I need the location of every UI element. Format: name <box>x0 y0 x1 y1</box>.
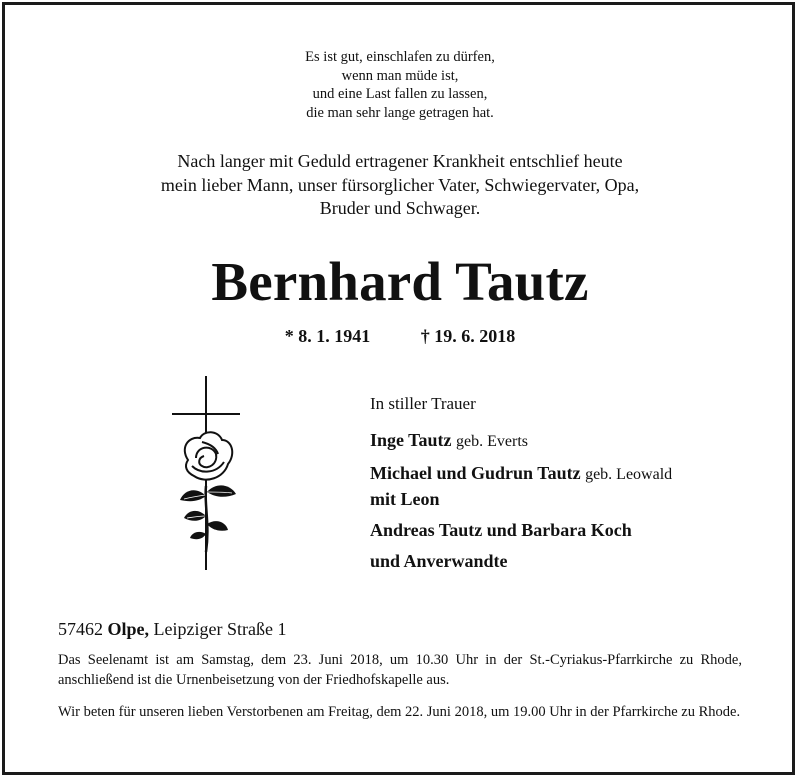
prayer-notice: Wir beten für unseren lieben Verstorbenen am Freitag, dem 22. Juni 2018, um 19.00 Uhr in der Pfarrkirche zu Rhode. <box>58 704 741 720</box>
postal-code: 57462 <box>58 619 103 639</box>
deceased-name: Bernhard Tautz <box>211 251 589 312</box>
family-address <box>58 619 286 640</box>
intro-line: Nach langer mit Geduld ertragener Krankheit entschlief heute <box>177 151 623 171</box>
intro-line: mein lieber Mann, unser fürsorglicher Vater, Schwiegervater, Opa, <box>160 174 640 195</box>
mourner-leon: mit Leon <box>370 489 440 509</box>
mourners-list <box>370 394 672 573</box>
mourning-heading: In stiller Trauer <box>370 394 476 413</box>
poem-line: wenn man müde ist, <box>341 67 459 84</box>
maiden-name: geb. Leowald <box>585 466 673 483</box>
mourner-andreas: Andreas Tautz und Barbara Koch <box>370 520 632 540</box>
mourner-michael <box>370 461 672 487</box>
poem-line: Es ist gut, einschlafen zu dürfen, <box>305 49 495 65</box>
intro-line: Bruder und Schwager. <box>319 198 481 218</box>
birth-date: * 8. 1. 1941 <box>284 326 371 346</box>
poem <box>0 48 800 122</box>
city: Olpe, <box>107 619 150 639</box>
mourner-inge <box>370 428 672 454</box>
cross-rose-icon <box>166 374 246 574</box>
death-date: † 19. 6. 2018 <box>420 326 516 346</box>
poem-line: und eine Last fallen zu lassen, <box>312 86 488 102</box>
intro-text <box>0 150 800 221</box>
requiem-notice: Das Seelenamt ist am Samstag, dem 23. Juni 2018, um 10.30 Uhr in der St.-Cyriakus-Pfarrkirche zu Rhode, anschließend ist die Urnenbeisetzung von der Friedhofskapelle aus. <box>58 652 742 688</box>
street: Leipziger Straße 1 <box>153 619 287 639</box>
mourner-name: Inge Tautz <box>370 430 452 450</box>
life-dates <box>0 326 800 347</box>
mourner-relatives: und Anverwandte <box>370 551 508 571</box>
mourner-name: Michael und Gudrun Tautz <box>370 463 581 483</box>
maiden-name: geb. Everts <box>456 433 529 450</box>
poem-line: die man sehr lange getragen hat. <box>306 104 494 121</box>
